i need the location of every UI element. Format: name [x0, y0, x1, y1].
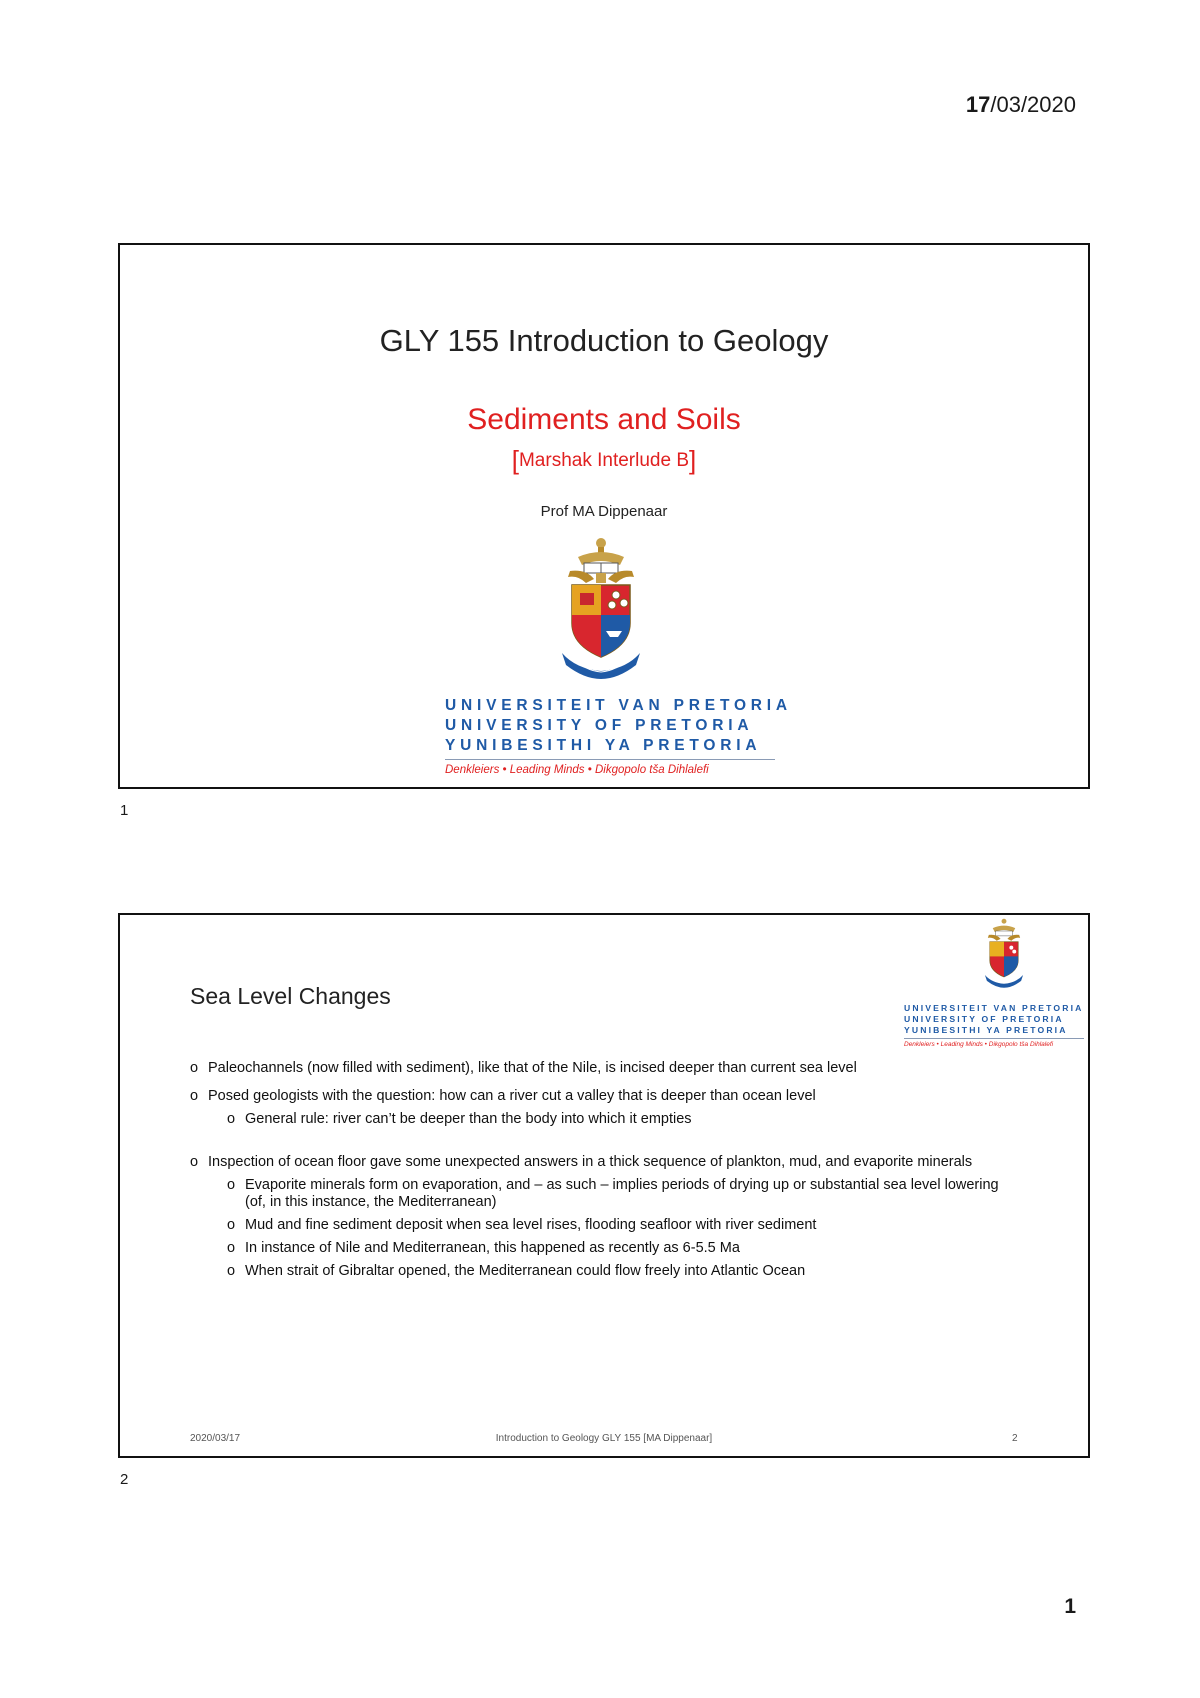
university-name-english: UNIVERSITY OF PRETORIA [445, 717, 754, 734]
bullet-item [190, 1060, 1020, 1077]
university-wordmark [445, 696, 792, 776]
bullet-marker: o [190, 1088, 199, 1104]
university-wordmark-small [904, 1003, 1090, 1048]
slide-2-label: 2 [120, 1471, 129, 1488]
bullet-marker: o [227, 1263, 236, 1279]
wordmark-divider [904, 1038, 1084, 1039]
sub-bullet-item [227, 1111, 1020, 1128]
bullet-text: Mud and fine sediment deposit when sea level rises, flooding seafloor with river sediment [245, 1217, 817, 1233]
university-name-sepedi: YUNIBESITHI YA PRETORIA [904, 1025, 1068, 1035]
slide-1 [118, 243, 1090, 789]
sub-bullet-item [227, 1263, 1020, 1280]
bullet-text: Inspection of ocean floor gave some unexpected answers in a thick sequence of plankton, mud, and evaporite minerals [208, 1154, 973, 1170]
page-date [966, 92, 1076, 118]
page-date-rest: /03/2020 [990, 92, 1076, 117]
reference-text: Marshak Interlude B [518, 450, 690, 471]
bullet-marker: o [227, 1177, 236, 1193]
university-crest-small-icon [982, 917, 1026, 989]
bullet-marker: o [227, 1217, 236, 1233]
footer-slide-number: 2 [1012, 1433, 1018, 1444]
footer-date: 2020/03/17 [190, 1433, 241, 1444]
university-name-english: UNIVERSITY OF PRETORIA [904, 1014, 1064, 1024]
slide-1-reference [120, 445, 1088, 476]
slide-1-author: Prof MA Dippenaar [540, 503, 668, 520]
wordmark-divider [445, 759, 775, 760]
bullet-marker: o [227, 1111, 236, 1127]
bullet-text: Evaporite minerals form on evaporation, and – as such – implies periods of drying up or substantial sea level lowering (of, in this instance, the Mediterranean) [245, 1177, 999, 1210]
university-motto: Denkleiers • Leading Minds • Dikgopolo tša Dihlalefi [904, 1041, 1054, 1048]
bullet-gap [190, 1134, 1020, 1154]
bullet-text: In instance of Nile and Mediterranean, this happened as recently as 6-5.5 Ma [245, 1240, 740, 1256]
bullet-text: Paleochannels (now filled with sediment), like that of the Nile, is incised deeper than current sea level [208, 1060, 857, 1076]
university-name-afrikaans: UNIVERSITEIT VAN PRETORIA [904, 1003, 1084, 1013]
bullet-text: When strait of Gibraltar opened, the Mediterranean could flow freely into Atlantic Ocean [245, 1263, 806, 1279]
slide-1-label: 1 [120, 802, 129, 819]
bullet-list [190, 1060, 1020, 1286]
sub-bullet-item [227, 1217, 1020, 1234]
footer-course: Introduction to Geology GLY 155 [MA Dippenaar] [495, 1433, 713, 1444]
sub-bullet-item [227, 1240, 1020, 1257]
slide-1-subtitle: Sediments and Soils [467, 403, 741, 436]
university-name-sepedi: YUNIBESITHI YA PRETORIA [445, 737, 762, 754]
slide-2-title: Sea Level Changes [190, 983, 391, 1009]
bullet-marker: o [190, 1154, 199, 1170]
sub-bullet-item [227, 1177, 1020, 1211]
bullet-item [190, 1154, 1020, 1171]
bullet-text: Posed geologists with the question: how can a river cut a valley that is deeper than ocean level [208, 1088, 816, 1104]
page-date-day: 17 [965, 92, 991, 117]
page-number: 1 [1064, 1595, 1076, 1618]
bullet-text: General rule: river can’t be deeper than the body into which it empties [245, 1111, 692, 1127]
slide-2 [118, 913, 1090, 1458]
university-crest-icon [556, 535, 646, 681]
bullet-marker: o [227, 1240, 236, 1256]
bracket-open: [ [511, 445, 519, 475]
slide-1-title: GLY 155 Introduction to Geology [379, 323, 829, 358]
university-motto: Denkleiers • Leading Minds • Dikgopolo tša Dihlalefi [445, 764, 709, 776]
bullet-marker: o [190, 1060, 199, 1076]
bullet-item [190, 1088, 1020, 1105]
bracket-close: ] [689, 445, 697, 475]
university-name-afrikaans: UNIVERSITEIT VAN PRETORIA [445, 697, 792, 714]
